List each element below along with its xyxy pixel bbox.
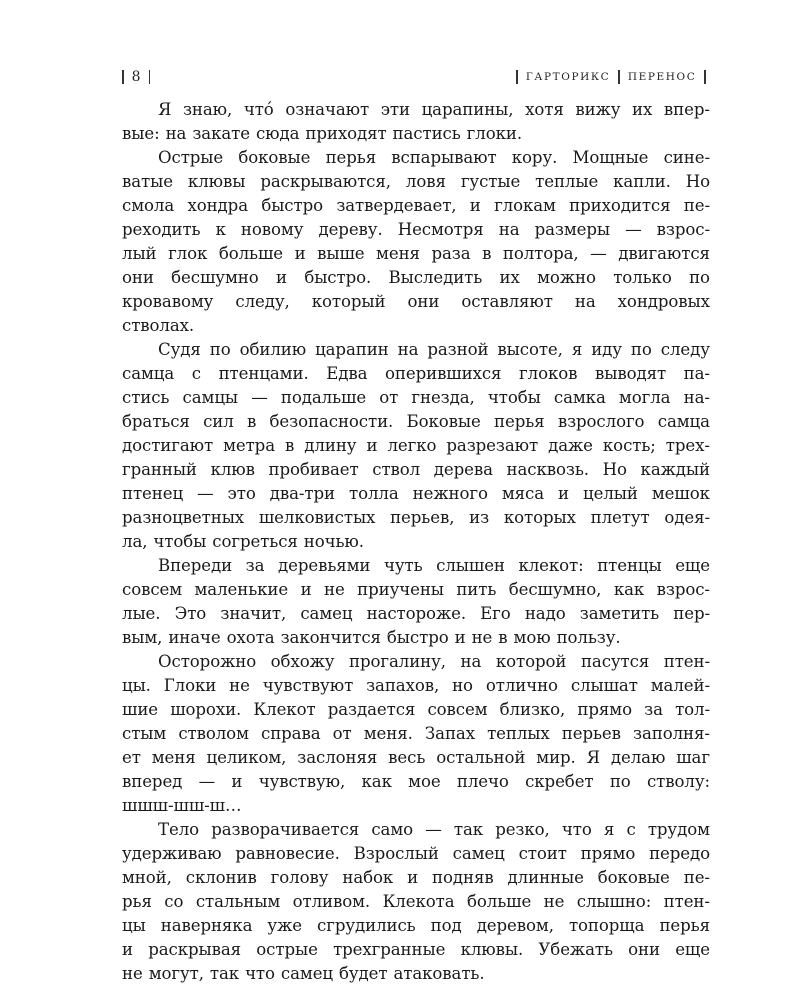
text-line: цы наверняка уже сгрудились под деревом, топорща перья xyxy=(122,916,710,935)
text-line: шие шорохи. Клекот раздается совсем близко, прямо за тол- xyxy=(122,700,710,719)
text-line: Я знаю, чтó означают эти царапины, хотя вижу их впер- xyxy=(158,100,710,119)
text-line: лый глок больше и выше меня раза в полтора, — двигаются xyxy=(122,244,710,263)
text-line: и раскрывая острые трехгранные клювы. Убежать они еще xyxy=(122,940,710,959)
page-number: 8 xyxy=(131,69,141,85)
book-title: ГАРТОРИКС xyxy=(525,71,611,83)
text-line: смола хондра быстро затвердевает, и глокам приходится пе- xyxy=(122,196,710,215)
text-line: вперед — и чувствую, как мое плечо скребет по стволу: xyxy=(122,772,710,791)
text-line: мной, склонив голову набок и подняв длинные боковые пе- xyxy=(122,868,710,887)
text-line: вые: на закате сюда приходят пастись глоки. xyxy=(122,124,523,143)
text-line: Тело разворачивается само — так резко, что я с трудом xyxy=(158,820,710,839)
text-line: шшш-шш-ш… xyxy=(122,796,242,815)
text-line: стым стволом справа от меня. Запах теплых перьев заполня- xyxy=(122,724,710,743)
text-line: самца с птенцами. Едва оперившихся глоков выводят па- xyxy=(122,364,710,383)
text-line: кровавому следу, который они оставляют на хондровых xyxy=(122,292,710,311)
text-line: лые. Это значит, самец настороже. Его надо заметить пер- xyxy=(122,604,710,623)
divider-bar xyxy=(704,70,706,84)
running-head xyxy=(122,66,706,88)
text-line: достигают метра в длину и легко разрезают даже кость; трех- xyxy=(122,436,710,455)
chapter-title: ПЕРЕНОС xyxy=(627,71,697,83)
text-line: Впереди за деревьями чуть слышен клекот: птенцы еще xyxy=(158,556,710,575)
text-line: ла, чтобы согреться ночью. xyxy=(122,532,364,551)
text-line: гранный клюв пробивает ствол дерева насквозь. Но каждый xyxy=(122,460,710,479)
text-line: ватые клювы раскрываются, ловя густые теплые капли. Но xyxy=(122,172,710,191)
text-line: совсем маленькие и не приучены пить бесшумно, как взрос- xyxy=(122,580,710,599)
divider-bar xyxy=(618,70,620,84)
text-line: ет меня целиком, заслоняя весь остальной мир. Я делаю шаг xyxy=(122,748,710,767)
text-line: стволах. xyxy=(122,316,195,335)
text-line: разноцветных шелковистых перьев, из которых плетут одея- xyxy=(122,508,710,527)
body-text xyxy=(122,98,710,986)
text-line: они бесшумно и быстро. Выследить их можно только по xyxy=(122,268,710,287)
text-line: удерживаю равновесие. Взрослый самец стоит прямо передо xyxy=(122,844,710,863)
running-head-right xyxy=(516,70,706,84)
divider-bar xyxy=(149,70,151,84)
text-line: птенец — это два-три толла нежного мяса и целый мешок xyxy=(122,484,710,503)
divider-bar xyxy=(516,70,518,84)
text-line: стись самцы — подальше от гнезда, чтобы самка могла на- xyxy=(122,388,710,407)
text-line: браться сил в безопасности. Боковые перья взрослого самца xyxy=(122,412,710,431)
text-line: не могут, так что самец будет атаковать. xyxy=(122,964,485,983)
text-line: Осторожно обхожу прогалину, на которой пасутся птен- xyxy=(158,652,710,671)
text-line: Острые боковые перья вспарывают кору. Мощные сине- xyxy=(158,148,710,167)
text-line: цы. Глоки не чувствуют запахов, но отлично слышат малей- xyxy=(122,676,710,695)
divider-bar xyxy=(122,70,124,84)
text-line: вым, иначе охота закончится быстро и не в мою пользу. xyxy=(122,628,621,647)
text-line: реходить к новому дереву. Несмотря на размеры — взрос- xyxy=(122,220,710,239)
text-line: рья со стальным отливом. Клекота больше не слышно: птен- xyxy=(122,892,710,911)
text-line: Судя по обилию царапин на разной высоте, я иду по следу xyxy=(158,340,710,359)
running-head-left xyxy=(122,69,150,85)
